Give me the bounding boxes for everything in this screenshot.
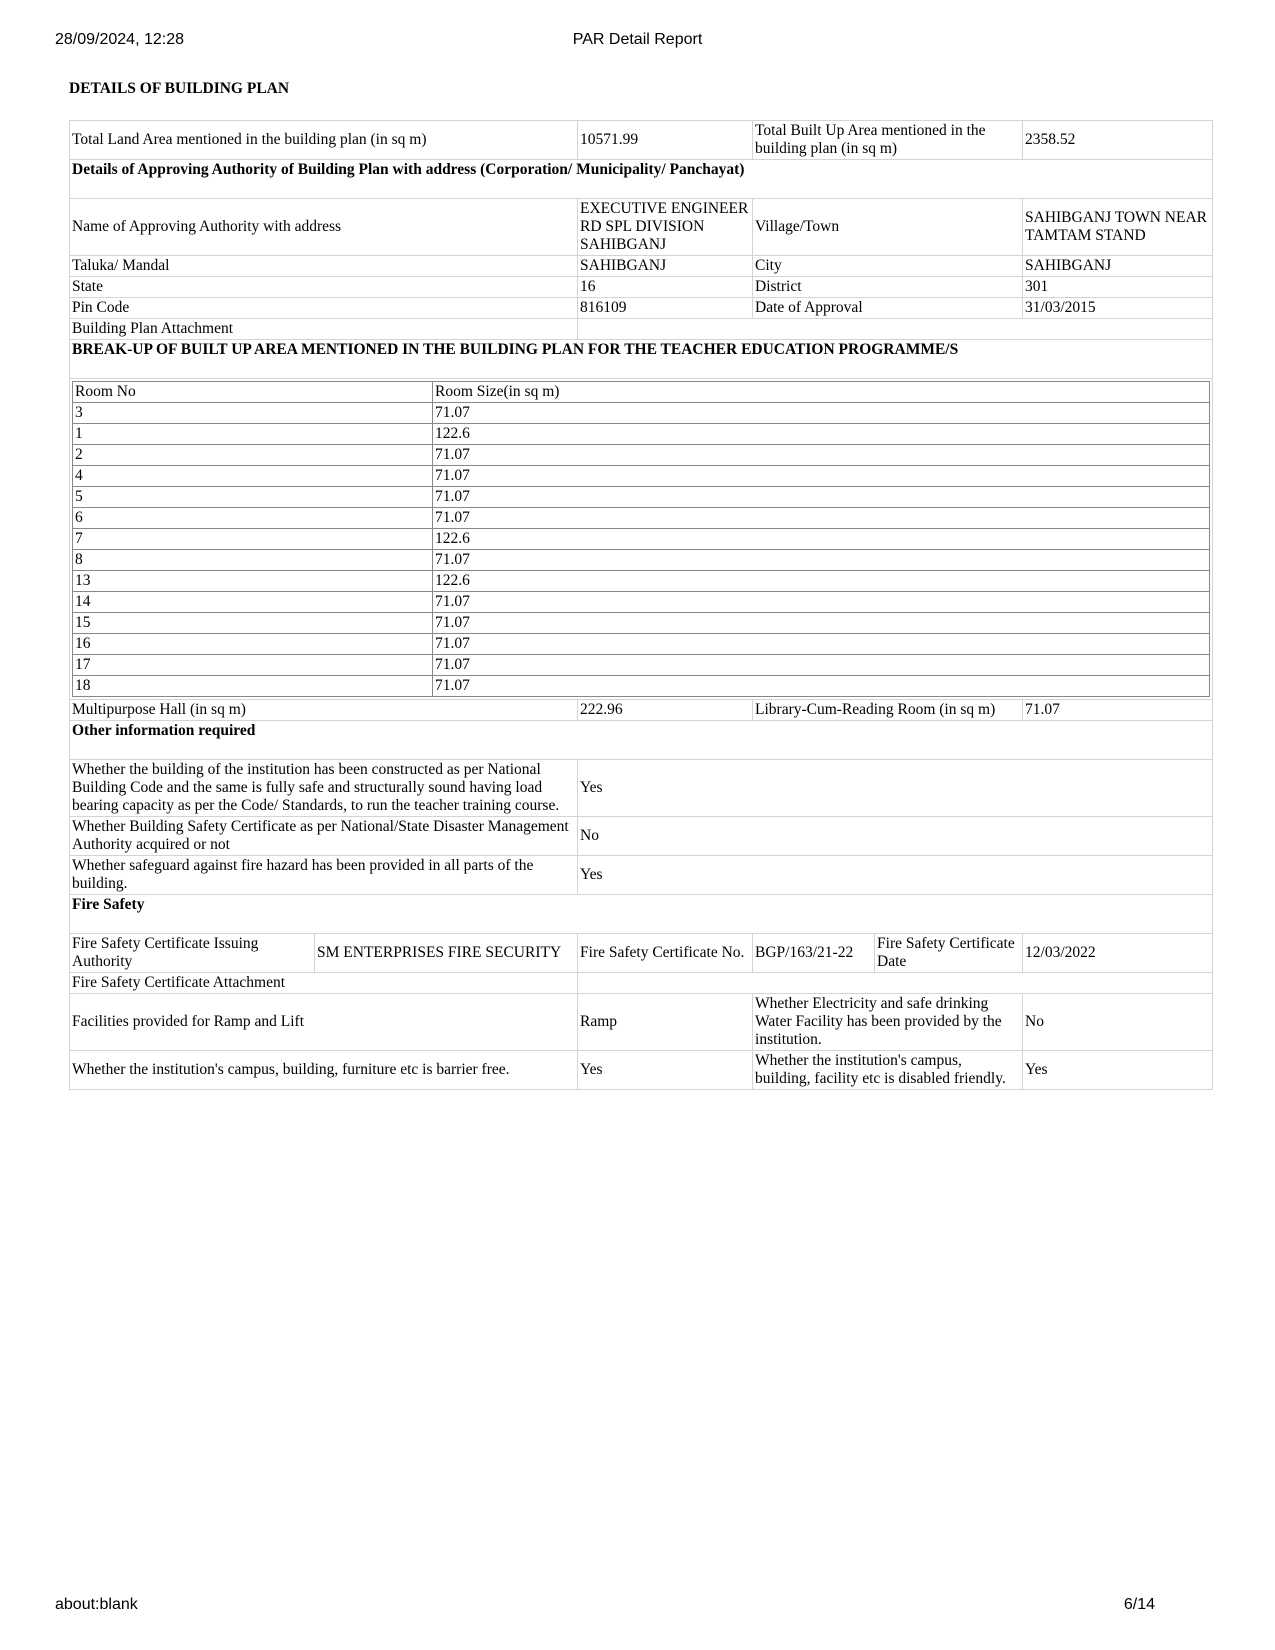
approval-date-value: 31/03/2015	[1023, 298, 1213, 319]
plan-attachment-value	[578, 319, 1213, 340]
room-no: 15	[73, 613, 433, 634]
room-size: 71.07	[433, 655, 1210, 676]
room-row	[73, 592, 1210, 613]
room-no: 13	[73, 571, 433, 592]
room-no: 18	[73, 676, 433, 697]
barrier-free-value: Yes	[578, 1051, 753, 1090]
fire-hazard-answer: Yes	[578, 856, 1213, 895]
room-size: 71.07	[433, 592, 1210, 613]
barrier-free-label: Whether the institution's campus, building, furniture etc is barrier free.	[70, 1051, 578, 1090]
room-row	[73, 655, 1210, 676]
district-label: District	[753, 277, 1023, 298]
room-size: 71.07	[433, 676, 1210, 697]
disabled-friendly-value: Yes	[1023, 1051, 1213, 1090]
rooms-table	[72, 381, 1210, 697]
state-label: State	[70, 277, 578, 298]
village-label: Village/Town	[753, 199, 1023, 256]
room-size: 71.07	[433, 445, 1210, 466]
authority-name-label: Name of Approving Authority with address	[70, 199, 578, 256]
room-size: 71.07	[433, 403, 1210, 424]
nbc-answer: Yes	[578, 760, 1213, 817]
room-row	[73, 571, 1210, 592]
fire-attachment-label: Fire Safety Certificate Attachment	[70, 973, 578, 994]
state-value: 16	[578, 277, 753, 298]
safety-cert-question: Whether Building Safety Certificate as per National/State Disaster Management Authority acquired or not	[70, 817, 578, 856]
room-size: 71.07	[433, 466, 1210, 487]
hall-value: 222.96	[578, 700, 753, 721]
fire-attachment-value	[578, 973, 1213, 994]
ramp-lift-value: Ramp	[578, 994, 753, 1051]
library-label: Library-Cum-Reading Room (in sq m)	[753, 700, 1023, 721]
fire-cert-no-value: BGP/163/21-22	[753, 934, 875, 973]
hall-label: Multipurpose Hall (in sq m)	[70, 700, 578, 721]
room-size: 122.6	[433, 424, 1210, 445]
built-area-label: Total Built Up Area mentioned in the building plan (in sq m)	[753, 121, 1023, 160]
room-size: 71.07	[433, 550, 1210, 571]
room-no: 4	[73, 466, 433, 487]
fire-authority-label: Fire Safety Certificate Issuing Authority	[70, 934, 315, 973]
room-size: 71.07	[433, 613, 1210, 634]
room-no: 1	[73, 424, 433, 445]
fire-safety-heading: Fire Safety	[70, 895, 1213, 934]
room-no: 2	[73, 445, 433, 466]
footer-url: about:blank	[55, 1596, 138, 1613]
authority-heading: Details of Approving Authority of Building Plan with address (Corporation/ Municipality/ Panchayat)	[70, 160, 1213, 199]
room-size-header: Room Size(in sq m)	[433, 382, 1210, 403]
room-row	[73, 550, 1210, 571]
authority-name-value: EXECUTIVE ENGINEER RD SPL DIVISION SAHIBGANJ	[578, 199, 753, 256]
room-size: 122.6	[433, 529, 1210, 550]
fire-hazard-question: Whether safeguard against fire hazard has been provided in all parts of the building.	[70, 856, 578, 895]
room-no: 16	[73, 634, 433, 655]
room-no-header: Room No	[73, 382, 433, 403]
district-value: 301	[1023, 277, 1213, 298]
room-no: 8	[73, 550, 433, 571]
electricity-water-label: Whether Electricity and safe drinking Water Facility has been provided by the institution.	[753, 994, 1023, 1051]
taluka-value: SAHIBGANJ	[578, 256, 753, 277]
room-row	[73, 466, 1210, 487]
other-info-heading: Other information required	[70, 721, 1213, 760]
room-row	[73, 634, 1210, 655]
page-number: 6/14	[1123, 1596, 1155, 1613]
breakup-heading: BREAK-UP OF BUILT UP AREA MENTIONED IN THE BUILDING PLAN FOR THE TEACHER EDUCATION PROGRAMME/S	[70, 340, 1213, 379]
room-row	[73, 529, 1210, 550]
room-size: 71.07	[433, 487, 1210, 508]
pin-value: 816109	[578, 298, 753, 319]
room-size: 71.07	[433, 634, 1210, 655]
room-size: 71.07	[433, 508, 1210, 529]
room-row	[73, 403, 1210, 424]
nbc-question: Whether the building of the institution has been constructed as per National Building Code and the same is fully safe and structurally sound having load bearing capacity as per the Code/ Standards, to run the teacher training course.	[70, 760, 578, 817]
room-no: 14	[73, 592, 433, 613]
library-value: 71.07	[1023, 700, 1213, 721]
room-no: 3	[73, 403, 433, 424]
taluka-label: Taluka/ Mandal	[70, 256, 578, 277]
city-label: City	[753, 256, 1023, 277]
report-content	[69, 80, 1212, 1090]
room-row	[73, 613, 1210, 634]
room-row	[73, 487, 1210, 508]
room-row	[73, 508, 1210, 529]
room-row	[73, 445, 1210, 466]
rooms-container	[70, 379, 1213, 700]
safety-cert-answer: No	[578, 817, 1213, 856]
land-area-value: 10571.99	[578, 121, 753, 160]
electricity-water-value: No	[1023, 994, 1213, 1051]
land-area-label: Total Land Area mentioned in the building plan (in sq m)	[70, 121, 578, 160]
building-plan-table	[69, 120, 1213, 1090]
fire-cert-no-label: Fire Safety Certificate No.	[578, 934, 753, 973]
fire-cert-date-label: Fire Safety Certificate Date	[875, 934, 1023, 973]
report-title: PAR Detail Report	[572, 31, 703, 48]
approval-date-label: Date of Approval	[753, 298, 1023, 319]
room-row	[73, 424, 1210, 445]
room-no: 7	[73, 529, 433, 550]
built-area-value: 2358.52	[1023, 121, 1213, 160]
plan-attachment-label: Building Plan Attachment	[70, 319, 578, 340]
room-size: 122.6	[433, 571, 1210, 592]
fire-authority-value: SM ENTERPRISES FIRE SECURITY	[315, 934, 578, 973]
village-value: SAHIBGANJ TOWN NEAR TAMTAM STAND	[1023, 199, 1213, 256]
section-title: DETAILS OF BUILDING PLAN	[69, 80, 290, 97]
pin-label: Pin Code	[70, 298, 578, 319]
ramp-lift-label: Facilities provided for Ramp and Lift	[70, 994, 578, 1051]
room-no: 17	[73, 655, 433, 676]
room-no: 5	[73, 487, 433, 508]
city-value: SAHIBGANJ	[1023, 256, 1213, 277]
room-row	[73, 676, 1210, 697]
fire-cert-date-value: 12/03/2022	[1023, 934, 1213, 973]
print-datetime: 28/09/2024, 12:28	[55, 31, 185, 48]
room-no: 6	[73, 508, 433, 529]
disabled-friendly-label: Whether the institution's campus, building, facility etc is disabled friendly.	[753, 1051, 1023, 1090]
